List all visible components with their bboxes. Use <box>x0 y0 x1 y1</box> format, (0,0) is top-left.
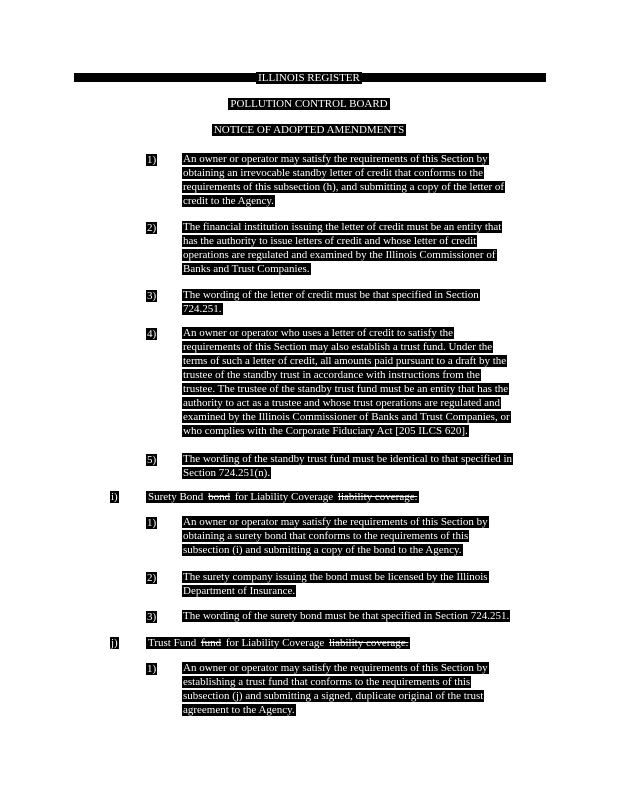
board-title: POLLUTION CONTROL BOARD <box>230 98 388 110</box>
paragraph: An owner or operator who uses a letter of credit to satisfy the requirements of this Section may also establish a trust fund. Under the terms of such a letter of credit, all amounts paid pursuant to a draft by the trustee of the standby trust in accordance with instructions from the trustee. The trustee of the standby trust fund must be an entity that has the authority to act as a trustee and whose trust operations are regulated and examined by the Illinois Commissioner of Banks and Trust Companies, or who complies with the Corporate Fiduciary Act [205 ILCS 620]. <box>183 327 510 437</box>
item-number: 3) <box>147 611 157 623</box>
item-number: 2) <box>147 572 157 584</box>
item-number: 2) <box>147 222 157 234</box>
paragraph: The wording of the letter of credit must be that specified in Section 724.251. <box>183 289 479 315</box>
subsection-letter: j) <box>111 637 118 649</box>
item-number: 3) <box>147 290 157 302</box>
paragraph: An owner or operator may satisfy the requirements of this Section by establishing a trust fund that conforms to the requirements of this subsection (j) and submitting a signed, duplicate original of the trust agreement to the Agency. <box>183 662 488 716</box>
item-number: 4) <box>147 328 157 340</box>
item-number: 1) <box>147 517 157 529</box>
paragraph: The wording of the surety bond must be that specified in Section 724.251. <box>183 610 510 622</box>
subsection-heading: Surety Bond bond for Liability Coverage liability coverage. <box>148 491 418 503</box>
paragraph: The financial institution issuing the letter of credit must be an entity that has the authority to issue letters of credit and whose letter of credit operations are regulated and examined by the Illinois Commissioner of Banks and Trust Companies. <box>183 221 502 275</box>
notice-title: NOTICE OF ADOPTED AMENDMENTS <box>213 124 405 136</box>
paragraph: An owner or operator may satisfy the requirements of this Section by obtaining a surety bond that conforms to the requirements of this subsection (i) and submitting a copy of the bond to the Agency. <box>183 516 488 556</box>
item-number: 5) <box>147 454 157 466</box>
register-title: ILLINOIS REGISTER <box>258 72 360 84</box>
item-number: 1) <box>147 154 157 166</box>
paragraph: The surety company issuing the bond must be licensed by the Illinois Department of Insurance. <box>183 571 488 597</box>
paragraph: The wording of the standby trust fund must be identical to that specified in Section 724.251(n). <box>183 453 513 479</box>
subsection-heading: Trust Fund fund for Liability Coverage liability coverage. <box>148 637 409 649</box>
subsection-letter: i) <box>111 491 118 503</box>
paragraph: An owner or operator may satisfy the requirements of this Section by obtaining an irrevocable standby letter of credit that conforms to the requirements of this subsection (h), and submitting a copy of the letter of credit to the Agency. <box>183 153 505 207</box>
item-number: 1) <box>147 663 157 675</box>
